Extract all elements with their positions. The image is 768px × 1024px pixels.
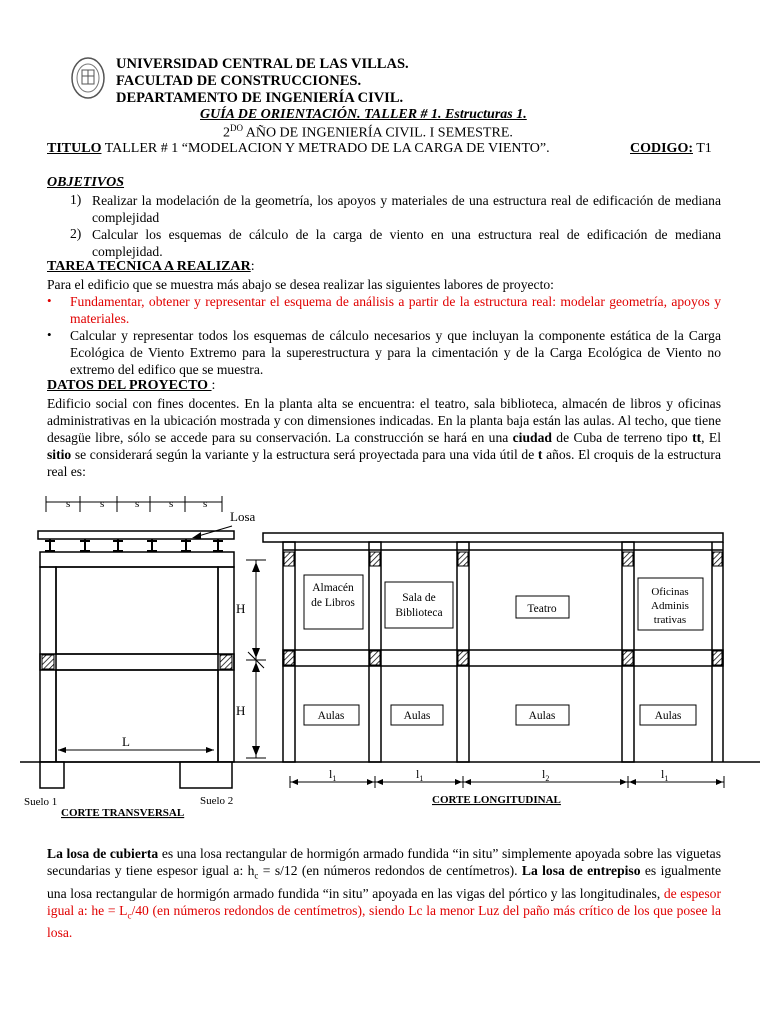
datos-heading-row: [47, 378, 215, 394]
tarea-bullet-2: Calcular y representar todos los esquemas de cálculo necesarios y que incluyan la componente estática de la Carga Ecológica de Viento Extremo para la superestructura y para la cimentación y de la Carga Ecológica de Viento no extremo del edifico que se muestra.: [70, 328, 721, 377]
losa-b2: La losa de entrepiso: [521, 863, 641, 878]
losa-r-sub: c: [127, 910, 132, 921]
title-text: TALLER # 1 “MODELACION Y METRADO DE LA CARGA DE VIENTO”.: [101, 141, 550, 156]
tarea-intro: Para el edificio que se muestra más abajo se desea realizar las siguientes labores de proyecto:: [47, 277, 554, 292]
tarea-heading-row: [47, 259, 255, 275]
roof-slab-longitudinal: [263, 533, 723, 542]
datos-colon: :: [211, 378, 216, 393]
aulas-3: Aulas: [528, 710, 556, 722]
room-oficinas-3: trativas: [653, 614, 687, 626]
roof-slab-transversal: [38, 531, 234, 539]
objetivo-1-num: 1): [70, 192, 82, 207]
h-dimensions: [246, 560, 266, 758]
datos-p3: , El: [701, 430, 721, 445]
bullet-1-icon: •: [47, 293, 52, 308]
room-oficinas-1: Oficinas: [651, 586, 689, 598]
losa-r2: /40 (en números redondos de centímetros), siendo Lc la menor Luz del paño más crítico de los que posee la losa.: [47, 902, 721, 941]
datos-paragraph: [47, 395, 721, 480]
structure-diagram: [0, 480, 768, 825]
s-label-1: s: [66, 498, 71, 510]
hatch-t1: [42, 655, 54, 669]
s-dimension: [46, 496, 222, 512]
footing-2: [180, 762, 232, 788]
objetivo-1-text: Realizar la modelación de la geometría, los apoyos y materiales de una estructura real de edificación de mediana complejidad: [92, 193, 721, 225]
datos-p2: de Cuba de terreno tipo: [551, 430, 693, 445]
h-label-bottom: H: [236, 703, 246, 718]
tarea-bullet-1: Fundamentar, obtener y representar el esquema de análisis a partir de la estructura real: modelar geometría, apoyos y materiales.: [70, 294, 721, 326]
datos-sitio: sitio: [47, 447, 72, 462]
objetivo-2-text: Calcular los esquemas de cálculo de la carga de viento en una estructura real de edificación de mediana complejidad.: [92, 227, 721, 259]
l2-label: $l_2$: [542, 767, 550, 783]
transversal-frame: [40, 552, 234, 762]
header-line-2: FACULTAD DE CONSTRUCCIONES.: [116, 73, 362, 89]
bullet-2-icon: •: [47, 327, 52, 342]
header-line-3: DEPARTAMENTO DE INGENIERÍA CIVIL.: [116, 90, 404, 106]
l1-label-2: $l_1$: [416, 767, 424, 783]
room-almacen-2: de Libros: [311, 597, 355, 609]
aulas-2: Aulas: [403, 710, 431, 722]
losa-paragraph: [47, 845, 721, 941]
losa-t1: es una losa rectangular de hormigón armado fundida “in situ” simplemente apoyada sobre las viguetas secundarias y tiene espesor igual a: h: [47, 846, 721, 878]
year-sup: DO: [230, 123, 243, 133]
l-label: L: [122, 734, 130, 749]
room-sala-2: Biblioteca: [395, 607, 443, 619]
aulas-1: Aulas: [317, 710, 345, 722]
code-row: [630, 141, 712, 157]
l1-label-3: $l_1$: [661, 767, 669, 783]
datos-heading: DATOS DEL PROYECTO: [47, 378, 212, 393]
viguetas: [45, 539, 223, 552]
s-label-2: s: [100, 498, 105, 510]
year-number: 2: [223, 125, 230, 141]
losa-t3: es igualmente una losa rectangular de hormigón armado fundida “in situ” apoyada en las vigas del pórtico y las longitudinales,: [47, 863, 721, 901]
suelo-1-label: Suelo 1: [24, 796, 58, 808]
objetivo-2-num: 2): [70, 226, 82, 241]
s-label-4: s: [169, 498, 174, 510]
l1-label-1: $l_1$: [329, 767, 337, 783]
suelo-2-label: Suelo 2: [200, 795, 234, 807]
room-oficinas-2: Adminis: [651, 600, 689, 612]
hatch-t2: [220, 655, 232, 669]
datos-ciudad: ciudad: [512, 430, 552, 445]
losa-b1: La losa de cubierta: [47, 846, 159, 861]
datos-p4: se considerará según la variante y la estructura será proyectada para una vida útil de: [71, 447, 538, 462]
corte-longitudinal-label: CORTE LONGITUDINAL: [432, 794, 561, 806]
corte-transversal-label: CORTE TRANSVERSAL: [61, 807, 185, 819]
code-value: T1: [693, 141, 712, 156]
footing-1: [40, 762, 64, 788]
code-label: CODIGO:: [630, 141, 693, 156]
title-row: [47, 141, 727, 157]
room-sala-1: Sala de: [402, 592, 436, 604]
datos-p5: años. El croquis de la estructura real es:: [47, 447, 721, 479]
tarea-colon: :: [250, 259, 255, 274]
year-rest: AÑO DE INGENIERÍA CIVIL. I SEMESTRE.: [243, 125, 513, 141]
losa-t2: = s/12 (en números redondos de centímetros).: [258, 863, 522, 878]
aulas-4: Aulas: [654, 710, 682, 722]
l-dimensions: [290, 776, 724, 788]
room-teatro: Teatro: [527, 603, 557, 615]
university-seal-icon: [70, 56, 106, 100]
guide-title: GUÍA DE ORIENTACIÓN. TALLER # 1. Estructuras 1.: [200, 107, 527, 122]
room-almacen-1: Almacén: [312, 582, 354, 594]
s-label-5: s: [203, 498, 208, 510]
h-label-top: H: [236, 601, 246, 616]
losa-r1: de espesor igual a: he = L: [47, 885, 721, 918]
tarea-heading: TAREA TECNICA A REALIZAR: [47, 259, 251, 274]
header-line-1: UNIVERSIDAD CENTRAL DE LAS VILLAS.: [116, 56, 409, 72]
losa-label: Losa: [230, 509, 256, 524]
objetivos-heading: OBJETIVOS: [47, 175, 125, 190]
datos-t: t: [537, 447, 543, 462]
s-label-3: s: [135, 498, 140, 510]
title-label: TITULO: [47, 141, 102, 156]
datos-tt: tt: [692, 430, 702, 445]
datos-p1: Edificio social con fines docentes. En la planta alta se encuentra: el teatro, sala biblioteca, almacén de libros y oficinas administrativas en la ubicación mostrada y con dimensiones indicadas. En la planta baja están las aulas. Al techo, que tiene desagüe libre, sólo se accede para su conservación. La construcción se hará en una: [47, 396, 721, 445]
year-line: [223, 123, 513, 142]
losa-sub-c: c: [254, 870, 259, 881]
